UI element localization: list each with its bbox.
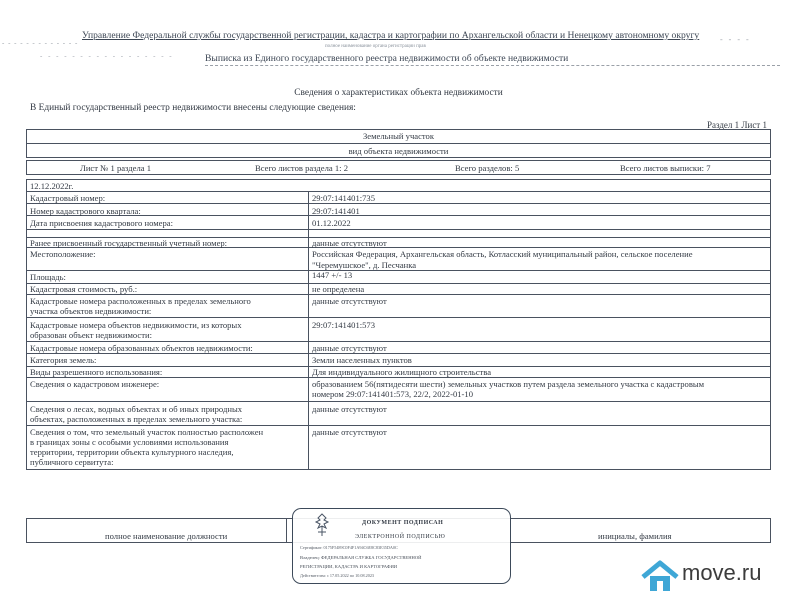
row-value: 29:07:141401:735 [312, 193, 376, 203]
row-label: Виды разрешенного использования: [30, 367, 163, 377]
row-value: "Черемушское", д. Песчанка [312, 260, 417, 270]
row-divider [26, 377, 771, 378]
row-label: Сведения о том, что земельный участок полностью расположен [30, 427, 264, 437]
stamp-owner: Владелец: ФЕДЕРАЛЬНАЯ СЛУЖБА ГОСУДАРСТВЕННОЙ [300, 555, 422, 560]
column-divider [308, 191, 309, 470]
divider [26, 143, 771, 144]
row-divider [26, 353, 771, 354]
stamp-owner: РЕГИСТРАЦИИ, КАДАСТРА И КАРТОГРАФИИ [300, 564, 398, 569]
row-label: Площадь: [30, 272, 66, 282]
row-value: Для индивидуального жилищного строительства [312, 367, 492, 377]
row-value: данные отсутствуют [312, 296, 387, 306]
extract-dashes: - - - - - - - - - - - - - - - - - [40, 52, 174, 60]
brand-logo[interactable]: move.ru [682, 560, 762, 585]
stamp-subtitle: ЭЛЕКТРОННОЙ ПОДПИСЬЮ [355, 534, 446, 540]
row-divider [26, 191, 771, 192]
row-divider [26, 341, 771, 342]
row-divider [26, 229, 771, 230]
object-type: Земельный участок [362, 131, 435, 141]
row-label: Кадастровые номера образованных объектов недвижимости: [30, 343, 253, 353]
row-value: Земли населенных пунктов [312, 355, 412, 365]
row-divider [26, 203, 771, 204]
footer-divider [286, 518, 287, 543]
row-value: не определена [312, 284, 365, 294]
row-value: данные отсутствуют [312, 427, 387, 437]
row-label: Сведения о лесах, водных объектах и об иных природных [30, 404, 243, 414]
total-sections: Всего разделов: 5 [455, 163, 520, 173]
header-dashes: - - - - - - - - - - - - - [2, 39, 79, 47]
row-label: Кадастровый номер: [30, 193, 106, 203]
row-label: публичного сервитута: [30, 457, 114, 467]
row-label: Кадастровые номера объектов недвижимости, из которых [30, 320, 242, 330]
row-value: 29:07:141401 [312, 206, 360, 216]
stamp-certificate: Сертификат: 0175F5489C0F4F1A94C6E8C83E35DA0C [300, 545, 398, 550]
row-label: Местоположение: [30, 249, 96, 259]
header-dashes-right: - - - - [720, 35, 751, 44]
position-label: полное наименование должности [105, 531, 228, 541]
intro-text: В Единый государственный реестр недвижимости внесены следующие сведения: [30, 103, 356, 113]
row-divider [26, 270, 771, 271]
row-label: Номер кадастрового квартала: [30, 206, 141, 216]
total-sheets-extract: Всего листов выписки: 7 [620, 163, 711, 173]
row-value: 01.12.2022 [312, 218, 351, 228]
row-label: Дата присвоения кадастрового номера: [30, 218, 173, 228]
row-divider [26, 317, 771, 318]
agency-name: Управление Федеральной службы государственной регистрации, кадастра и картографии по Архангельской области и Ненецкому автономному округу [82, 30, 700, 41]
name-label: инициалы, фамилия [598, 531, 672, 541]
extract-divider [205, 65, 780, 66]
row-divider [26, 283, 771, 284]
extract-date: 12.12.2022г. [30, 181, 74, 191]
row-value: образованием 56(пятидесяти шести) земельных участков путем раздела земельного участка с кадастровым [312, 379, 705, 389]
row-divider [26, 425, 771, 426]
row-divider [26, 401, 771, 402]
section-label: Раздел 1 Лист 1 [706, 120, 767, 130]
row-label: территории, территории объекта культурного наследия, [30, 447, 234, 457]
row-label: участка объектов недвижимости: [30, 306, 152, 316]
document-heading: Сведения о характеристиках объекта недвижимости [294, 88, 503, 98]
row-divider [26, 294, 771, 295]
row-label: объектах, расположенных в пределах земельного участка: [30, 414, 243, 424]
row-value: данные отсутствуют [312, 343, 387, 353]
row-value: Российская Федерация, Архангельская область, Котласский муниципальный район, сельское поселение [312, 249, 693, 259]
emblem-icon [310, 512, 334, 538]
row-label: образован объект недвижимости: [30, 330, 152, 340]
total-sheets-section: Всего листов раздела 1: 2 [255, 163, 348, 173]
row-value: 1447 +/- 13 [312, 270, 353, 280]
row-value: данные отсутствуют [312, 238, 387, 248]
object-type-caption: вид объекта недвижимости [348, 146, 449, 156]
row-label: Сведения о кадастровом инженере: [30, 379, 160, 389]
row-label: Кадастровая стоимость, руб.: [30, 284, 138, 294]
row-label: в границах зоны с особыми условиями использования [30, 437, 229, 447]
row-value: 29:07:141401:573 [312, 320, 376, 330]
row-label: Категория земель: [30, 355, 97, 365]
row-label: Кадастровые номера расположенных в пределах земельного [30, 296, 251, 306]
stamp-title: ДОКУМЕНТ ПОДПИСАН [362, 520, 444, 526]
stamp-validity: Действителен: с 17.05.2022 по 10.08.2023 [300, 573, 375, 578]
row-value: номером 29:07:141401:573, 22/2, 2022-01-10 [312, 389, 473, 399]
row-label: Ранее присвоенный государственный учетный номер: [30, 238, 228, 248]
row-value: данные отсутствуют [312, 404, 387, 414]
extract-title: Выписка из Единого государственного реестра недвижимости об объекте недвижимости [205, 53, 569, 64]
agency-caption: полное наименование органа регистрации прав [325, 44, 426, 49]
sheet-number: Лист № 1 раздела 1 [80, 163, 152, 173]
